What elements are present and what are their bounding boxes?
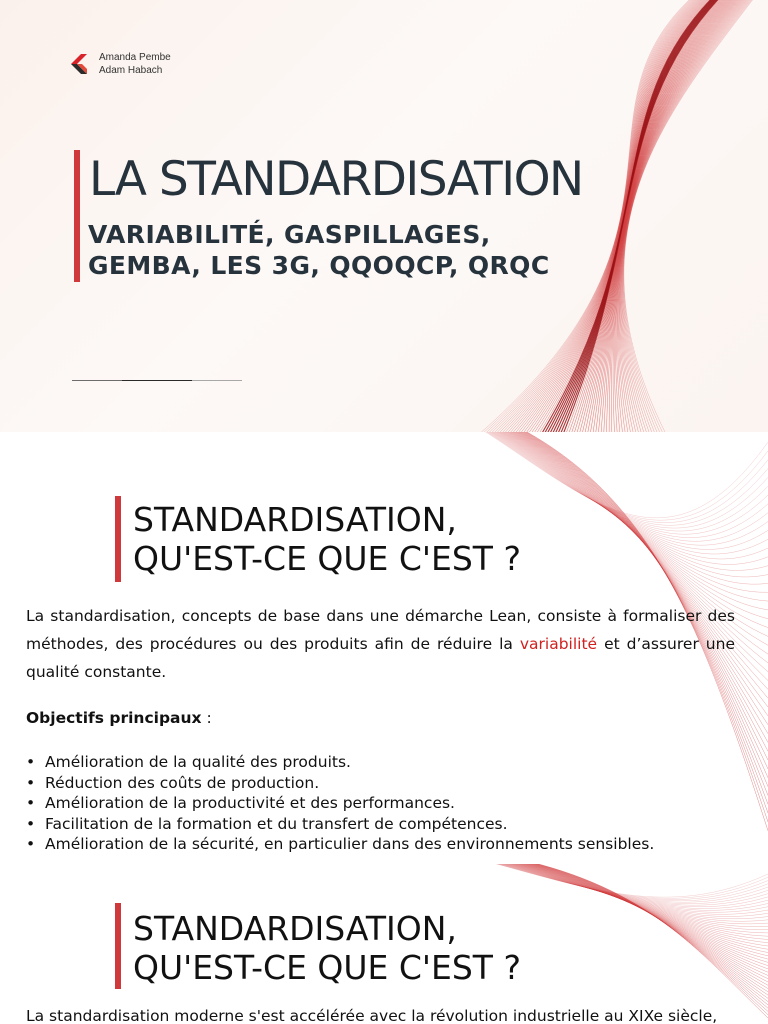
title-slide <box>0 0 768 432</box>
history-paragraph: La standardisation moderne s'est accélérée avec la révolution industrielle au XIXe siècle, <box>26 1007 718 1024</box>
logo-icon <box>71 54 87 74</box>
list-item: • Réduction des coûts de production. <box>26 773 320 792</box>
section-title <box>133 909 521 987</box>
section-title-line: QU'EST-CE QUE C'EST ? <box>133 948 521 987</box>
list-item: • Amélioration de la productivité et des performances. <box>26 794 455 812</box>
section-title-line: STANDARDISATION, <box>133 500 457 539</box>
section-accent-bar <box>115 903 121 989</box>
page-subtitle: VARIABILITÉ, GASPILLAGES, GEMBA, LES 3G, QQOQCP, QRQC <box>88 220 550 280</box>
page-title: LA STANDARDISATION <box>89 152 583 207</box>
list-item: • Amélioration de la qualité des produits. <box>26 753 351 771</box>
section-title-line: QU'EST-CE QUE C'EST ? <box>133 539 521 578</box>
objectives-heading: Objectifs principaux : <box>26 709 212 727</box>
authors <box>99 51 171 77</box>
history-slide <box>0 864 768 1024</box>
author-name: Adam Habach <box>99 65 163 76</box>
intro-paragraph: La standardisation, concepts de base dans une démarche Lean, consiste à formaliser des méthodes, des procédures ou des produits afin de réduire la variabilité et d’assurer une qualité constante. <box>26 607 735 681</box>
title-accent-bar <box>74 150 80 282</box>
list-item: • Amélioration de la sécurité, en particulier dans des environnements sensibles. <box>26 835 655 853</box>
section-accent-bar <box>115 496 121 582</box>
definition-slide <box>0 432 768 864</box>
objectives-list <box>26 752 654 855</box>
highlight-term: variabilité <box>519 635 598 653</box>
divider <box>72 380 242 382</box>
section-title-line: STANDARDISATION, <box>133 909 457 948</box>
list-item: • Facilitation de la formation et du transfert de compétences. <box>26 814 508 833</box>
author-name: Amanda Pembe <box>99 52 171 63</box>
section-title <box>133 500 521 578</box>
